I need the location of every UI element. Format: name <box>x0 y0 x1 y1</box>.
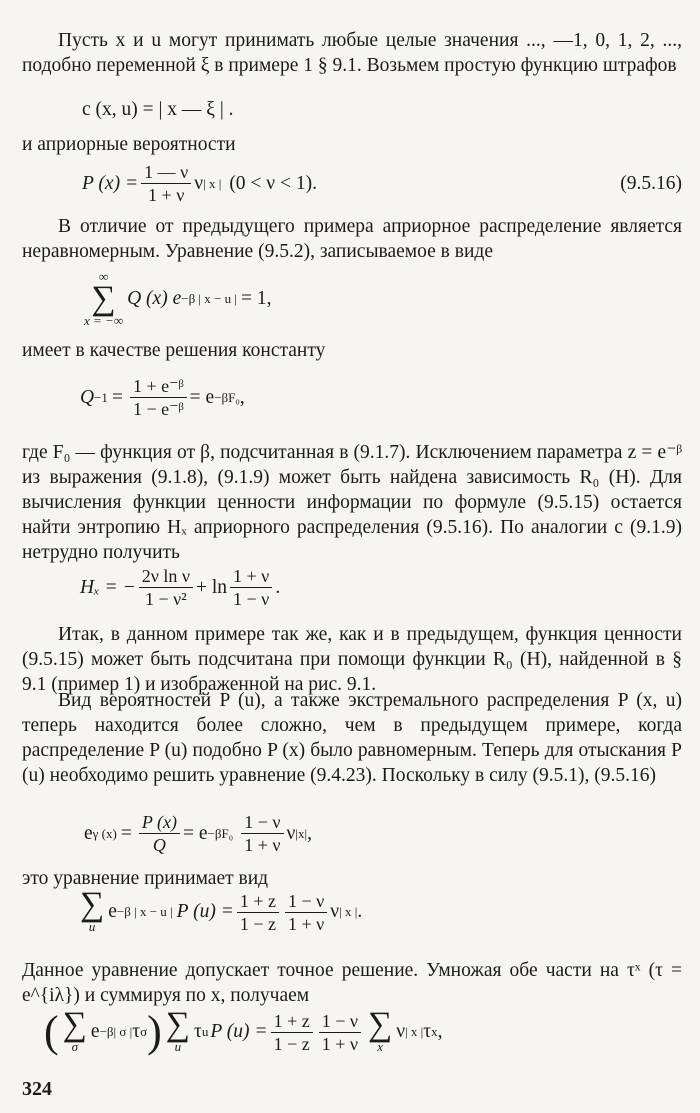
eq8-sum-lower-1: σ <box>71 1039 78 1054</box>
eq6-tail-exponent: |x| <box>295 825 308 841</box>
eq8-denominator-1: 1 − z <box>273 1033 310 1054</box>
left-paren: ( <box>44 1007 59 1056</box>
eq8-tau-2-exponent: u <box>201 1024 209 1039</box>
eq8-fraction-2 <box>319 1011 361 1054</box>
sigma-symbol: ∑ <box>80 886 105 923</box>
eq2-condition: (0 < ν < 1). <box>229 172 317 194</box>
sigma-symbol: ∑ <box>165 1006 190 1043</box>
eq5-mid: + ln <box>195 576 228 598</box>
equation-label-9-5-16: (9.5.16) <box>620 173 682 194</box>
equation-tau-sum <box>44 1006 443 1056</box>
eq8-sum-1 <box>62 1006 87 1054</box>
equation-penalty: c (x, u) = | x — ξ | . <box>82 99 234 120</box>
eq6-lhs: e <box>84 822 93 844</box>
eq8-tail-exponent: | x | <box>405 1024 424 1039</box>
eq8-tau-exponent: σ <box>140 1024 148 1039</box>
eq4-lhs: Q <box>80 386 95 408</box>
eq5-numerator-1: 2ν ln ν <box>139 566 193 588</box>
eq3-rhs: = 1, <box>240 288 272 309</box>
paragraph-4: имеет в качестве решения константу <box>22 340 326 361</box>
eq7-body: e <box>108 901 117 922</box>
sigma-symbol: ∑ <box>62 1006 87 1043</box>
eq7-sum-lower: u <box>88 919 96 934</box>
eq8-tau: τ <box>132 1021 141 1042</box>
eq7-numerator-1: 1 + z <box>237 891 279 913</box>
eq8-tau-3: τ <box>423 1021 432 1042</box>
right-paren: ) <box>147 1007 162 1056</box>
eq7-tail-exponent: | x | <box>339 904 358 919</box>
eq6-numerator-1: P (x) <box>139 812 180 834</box>
eq2-denominator: 1 + ν <box>148 185 185 205</box>
eq4-lhs-exponent: −1 <box>94 389 108 405</box>
eq2-numerator: 1 — ν <box>141 162 191 184</box>
eq7-tail: ν <box>330 901 340 922</box>
eq2-lhs: P (x) = <box>82 172 139 194</box>
eq4-numerator: 1 + e⁻ᵝ <box>130 376 187 398</box>
eq6-mid: = e <box>182 822 208 844</box>
eq8-tau-3-exponent: x <box>431 1024 438 1039</box>
eq6-tail: ν <box>286 822 296 844</box>
eq8-sum-lower-2: u <box>174 1039 182 1054</box>
eq8-exponent-1: −β| σ | <box>99 1024 133 1039</box>
eq3-body: Q (x) e <box>127 288 182 309</box>
eq8-tail: ν <box>396 1021 406 1042</box>
eq6-denominator-2: 1 + ν <box>244 835 281 855</box>
eq6-end: , <box>307 822 312 844</box>
eq3-sum-lower: x = −∞ <box>84 313 124 328</box>
eq7-numerator-2: 1 − ν <box>285 891 327 913</box>
eq8-numerator-2: 1 − ν <box>319 1011 361 1033</box>
paragraph-1: Пусть x и u могут принимать любые целые значения ..., —1, 0, 1, 2, ..., подобно переменной ξ в примере 1 § 9.1. Возьмем простую функцию штрафов <box>22 30 682 76</box>
eq8-denominator-2: 1 + ν <box>321 1033 358 1054</box>
paragraph-8: это уравнение принимает вид <box>22 868 269 889</box>
equation-Hx <box>80 566 280 609</box>
equation-e-gamma <box>84 812 312 855</box>
eq8-tau-2: τ <box>194 1021 202 1042</box>
eq6-mid-exponent: −βF₀ <box>207 825 234 841</box>
equation-sum-Q <box>80 270 271 328</box>
paragraph-7: Вид вероятностей P (u), а также экстремального распределения P (x, u) теперь находится более сложно, чем в предыдущем примере, когда распределение P (u) подобно P (x) было равномерным. Теперь для отыскания P (u) необходимо решить уравнение (9.4.23). Поскольку в силу (9.5.1), (9.5.16) <box>22 690 682 786</box>
eq7-sum <box>80 886 105 934</box>
equation-Q-inverse: Q −1 = $\frac{\text{1 + e⁻ᵝ}}{\text{1 − e⁻ᵝ}}$ = e −βF₀ , <box>80 376 245 419</box>
eq3-sum-upper: ∞ <box>98 269 109 284</box>
eq8-pu: P (u) = <box>210 1021 268 1042</box>
eq2-exponent: | x | <box>203 175 222 191</box>
paragraph-2: и априорные вероятности <box>22 134 236 155</box>
paragraph-5: где F₀ — функция от β, подсчитанная в (9.1.7). Исключением параметра z = e⁻ᵝ из выражения (9.1.8), (9.1.9) может быть найдена зависимость R₀ (H). Для вычисления функции ценности информации по формуле (9.5.15) остается найти энтропию Hₓ априорного распределения (9.5.16). По аналогии с (9.1.9) нетрудно получить <box>22 442 682 563</box>
eq5-denominator-1: 1 − ν² <box>145 589 187 609</box>
eq7-denominator-1: 1 − z <box>239 913 276 934</box>
eq7-fraction-2 <box>285 891 327 934</box>
eq2-nu: ν <box>194 172 204 194</box>
eq4-denominator: 1 − e⁻ᵝ <box>132 399 184 419</box>
eq8-numerator-1: 1 + z <box>271 1011 313 1033</box>
eq6-denominator-1: Q <box>152 835 166 855</box>
eq6-fraction-2 <box>241 812 283 855</box>
eq3-sum <box>84 270 123 328</box>
eq7-denominator-2: 1 + ν <box>288 913 325 934</box>
eq6-numerator-2: 1 − ν <box>241 812 283 834</box>
eq2-fraction <box>141 162 191 205</box>
equation-9-5-16 <box>82 162 317 205</box>
eq4-rhs-exponent: −βF₀ <box>214 389 240 405</box>
eq8-fraction-1 <box>271 1011 313 1054</box>
eq4-end: , <box>239 386 245 408</box>
eq8-body-1: e <box>90 1021 100 1042</box>
eq5-numerator-2: 1 + ν <box>230 566 272 588</box>
sigma-symbol: ∑ <box>91 280 116 317</box>
eq4-fraction <box>130 376 187 419</box>
eq8-sum-lower-3: x <box>377 1039 384 1054</box>
eq6-lhs-exponent: γ (x) <box>92 825 117 841</box>
eq7-exponent: −β | x − u | <box>116 904 173 919</box>
eq7-pu: P (u) = <box>176 901 234 922</box>
paragraph-9: Данное уравнение допускает точное решение. Умножая обе части на τˣ (τ = e^{iλ}) и суммируя по x, получаем <box>22 960 682 1006</box>
page-number: 324 <box>22 1078 52 1100</box>
eq6-fraction-1 <box>139 812 180 855</box>
eq3-exponent: −β | x − u | <box>181 291 237 306</box>
eq7-end: . <box>357 901 363 922</box>
paragraph-6: Итак, в данном примере так же, как и в предыдущем, функция ценности (9.5.15) может быть подсчитана при помощи функции R₀ (H), найденной в § 9.1 (пример 1) и изображенной на рис. 9.1. <box>22 624 682 695</box>
eq7-fraction-1 <box>237 891 279 934</box>
equation-sum-u <box>76 886 363 934</box>
sigma-symbol: ∑ <box>368 1006 393 1043</box>
eq5-end: . <box>275 576 281 598</box>
eq5-denominator-2: 1 − ν <box>233 589 270 609</box>
eq8-sum-2 <box>165 1006 190 1054</box>
eq6-eq: = <box>120 822 132 844</box>
eq4-rhs: = e <box>189 386 215 408</box>
eq5-fraction-2 <box>230 566 272 609</box>
eq8-end: , <box>437 1021 443 1042</box>
eq5-fraction-1 <box>139 566 193 609</box>
eq8-sum-3 <box>368 1006 393 1054</box>
eq5-lhs: Hₓ = − <box>80 576 136 598</box>
paragraph-3: В отличие от предыдущего примера априорное распределение является неравномерным. Уравнение (9.5.2), записываемое в виде <box>22 216 682 262</box>
